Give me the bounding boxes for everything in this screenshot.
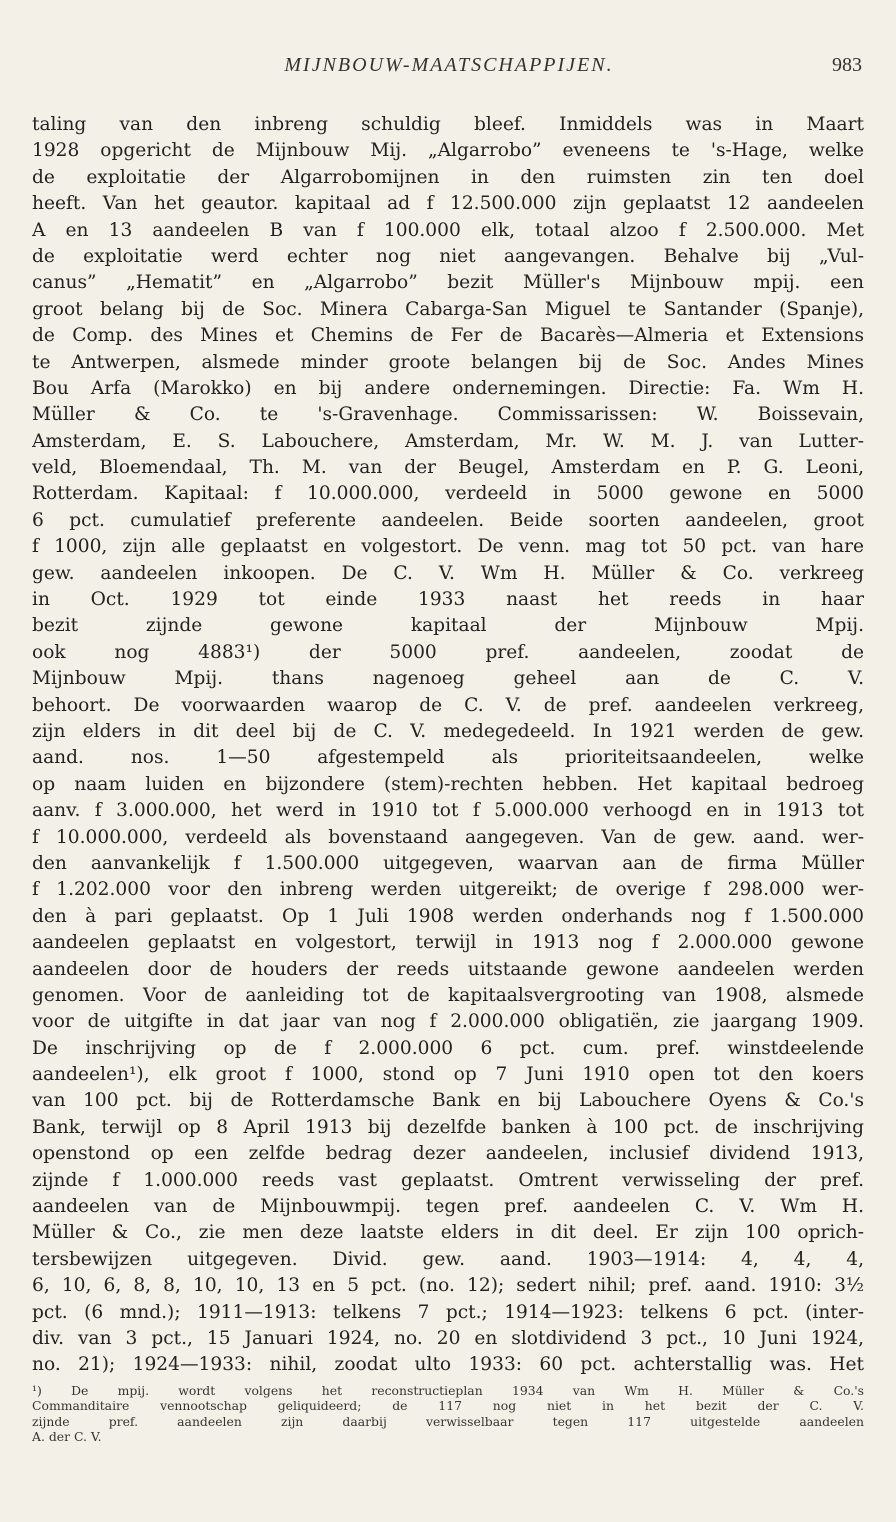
text-line: pct. (6 mnd.); 1911—1913: telkens 7 pct.; 1914—1923: telkens 6 pct. (inter- — [32, 1301, 864, 1323]
text-line: f 1.202.000 voor den inbreng werden uitgereikt; de overige f 298.000 wer- — [32, 879, 864, 901]
text-line: Müller & Co., zie men deze laatste elders in dit deel. Er zijn 100 oprich- — [32, 1222, 864, 1244]
text-line: 6, 10, 6, 8, 8, 10, 10, 13 en 5 pct. (no. 12); sedert nihil; pref. aand. 1910: 3½ — [32, 1275, 864, 1297]
text-line: op naam luiden en bijzondere (stem)-rechten hebben. Het kapitaal bedroeg — [32, 773, 864, 795]
page-number: 983 — [832, 54, 862, 76]
text-line: aandeelen van de Mijnbouwmpij. tegen pref. aandeelen C. V. Wm H. — [32, 1196, 864, 1218]
text-line: f 1000, zijn alle geplaatst en volgestort. De venn. mag tot 50 pct. van hare — [32, 536, 864, 558]
body-text — [32, 112, 864, 1379]
text-line: Amsterdam, E. S. Labouchere, Amsterdam, Mr. W. M. J. van Lutter- — [32, 430, 864, 452]
text-line: De inschrijving op de f 2.000.000 6 pct. cum. pref. winstdeelende — [32, 1037, 864, 1059]
text-line: taling van den inbreng schuldig bleef. Inmiddels was in Maart — [32, 114, 864, 135]
text-line: aand. nos. 1—50 afgestempeld als prioriteitsaandeelen, welke — [32, 747, 864, 769]
text-line: de exploitatie werd echter nog niet aangevangen. Behalve bij „Vul- — [32, 245, 864, 267]
text-line: no. 21); 1924—1933: nihil, zoodat ulto 1933: 60 pct. achterstallig was. Het — [32, 1354, 864, 1376]
text-line: f 10.000.000, verdeeld als bovenstaand aangegeven. Van de gew. aand. wer- — [32, 826, 864, 848]
text-line: behoort. De voorwaarden waarop de C. V. de pref. aandeelen verkreeg, — [32, 694, 864, 716]
footnote-line: Commanditaire vennootschap geliquideerd; de 117 nog niet in het bezit der C. V. — [32, 1398, 864, 1414]
text-line: canus” „Hematit” en „Algarrobo” bezit Müller's Mijnbouw mpij. een — [32, 272, 864, 294]
text-line: Mijnbouw Mpij. thans nagenoeg geheel aan de C. V. — [32, 668, 864, 690]
text-line: bezit zijnde gewone kapitaal der Mijnbouw Mpij. — [32, 615, 864, 637]
text-line: 6 pct. cumulatief preferente aandeelen. Beide soorten aandeelen, groot — [32, 509, 864, 531]
text-line: div. van 3 pct., 15 Januari 1924, no. 20 en slotdividend 3 pct., 10 Juni 1924, — [32, 1327, 864, 1349]
text-line: zijn elders in dit deel bij de C. V. medegedeeld. In 1921 werden de gew. — [32, 720, 864, 742]
text-line: van 100 pct. bij de Rotterdamsche Bank en bij Labouchere Oyens & Co.'s — [32, 1090, 864, 1112]
text-line: 1928 opgericht de Mijnbouw Mij. „Algarrobo” eveneens te 's-Hage, welke — [32, 140, 864, 162]
text-line: tersbewijzen uitgegeven. Divid. gew. aand. 1903—1914: 4, 4, 4, — [32, 1248, 864, 1270]
text-line: heeft. Van het geautor. kapitaal ad f 12.500.000 zijn geplaatst 12 aandeelen — [32, 193, 864, 215]
text-line: Bank, terwijl op 8 April 1913 bij dezelfde banken à 100 pct. de inschrijving — [32, 1116, 864, 1138]
text-line: A en 13 aandeelen B van f 100.000 elk, totaal alzoo f 2.500.000. Met — [32, 219, 864, 241]
footnote-line: A. der C. V. — [32, 1429, 102, 1445]
text-line: aandeelen geplaatst en volgestort, terwijl in 1913 nog f 2.000.000 gewone — [32, 932, 864, 954]
text-line: openstond op een zelfde bedrag dezer aandeelen, inclusief dividend 1913, — [32, 1143, 864, 1165]
text-line: den aanvankelijk f 1.500.000 uitgegeven, waarvan aan de firma Müller — [32, 852, 864, 874]
page-header — [32, 54, 866, 84]
footnotes — [32, 1383, 864, 1445]
text-line: de exploitatie der Algarrobomijnen in den ruimsten zin ten doel — [32, 166, 864, 188]
footnote-line: zijnde pref. aandeelen zijn daarbij verwisselbaar tegen 117 uitgestelde aandeelen — [32, 1413, 864, 1429]
text-line: groot belang bij de Soc. Minera Cabarga-San Miguel te Santander (Spanje), — [32, 298, 864, 320]
text-line: aandeelen door de houders der reeds uitstaande gewone aandeelen werden — [32, 958, 864, 980]
text-line: Bou Arfa (Marokko) en bij andere ondernemingen. Directie: Fa. Wm H. — [32, 377, 864, 399]
text-line: de Comp. des Mines et Chemins de Fer de Bacarès—Almeria et Extensions — [32, 325, 864, 347]
text-line: aandeelen¹), elk groot f 1000, stond op 7 Juni 1910 open tot den koers — [32, 1064, 864, 1086]
text-line: veld, Bloemendaal, Th. M. van der Beugel, Amsterdam en P. G. Leoni, — [32, 457, 864, 479]
text-line: te Antwerpen, alsmede minder groote belangen bij de Soc. Andes Mines — [32, 351, 864, 373]
text-line: Rotterdam. Kapitaal: f 10.000.000, verdeeld in 5000 gewone en 5000 — [32, 483, 864, 505]
text-line: genomen. Voor de aanleiding tot de kapitaalsvergrooting van 1908, alsmede — [32, 984, 864, 1006]
running-title: MIJNBOUW-MAATSCHAPPIJEN. — [284, 54, 614, 76]
text-line: Müller & Co. te 's-Gravenhage. Commissarissen: W. Boissevain, — [32, 404, 864, 426]
text-line: in Oct. 1929 tot einde 1933 naast het reeds in haar — [32, 589, 864, 611]
text-line: voor de uitgifte in dat jaar van nog f 2.000.000 obligatiën, zie jaargang 1909. — [32, 1011, 864, 1033]
text-line: zijnde f 1.000.000 reeds vast geplaatst. Omtrent verwisseling der pref. — [32, 1169, 864, 1191]
text-line: den à pari geplaatst. Op 1 Juli 1908 werden onderhands nog f 1.500.000 — [32, 905, 864, 927]
text-line: gew. aandeelen inkoopen. De C. V. Wm H. Müller & Co. verkreeg — [32, 562, 864, 584]
text-line: aanv. f 3.000.000, het werd in 1910 tot f 5.000.000 verhoogd en in 1913 tot — [32, 800, 864, 822]
text-line: ook nog 4883¹) der 5000 pref. aandeelen, zoodat de — [32, 641, 864, 663]
footnote-line: ¹) De mpij. wordt volgens het reconstructieplan 1934 van Wm H. Müller & Co.'s — [32, 1383, 864, 1398]
